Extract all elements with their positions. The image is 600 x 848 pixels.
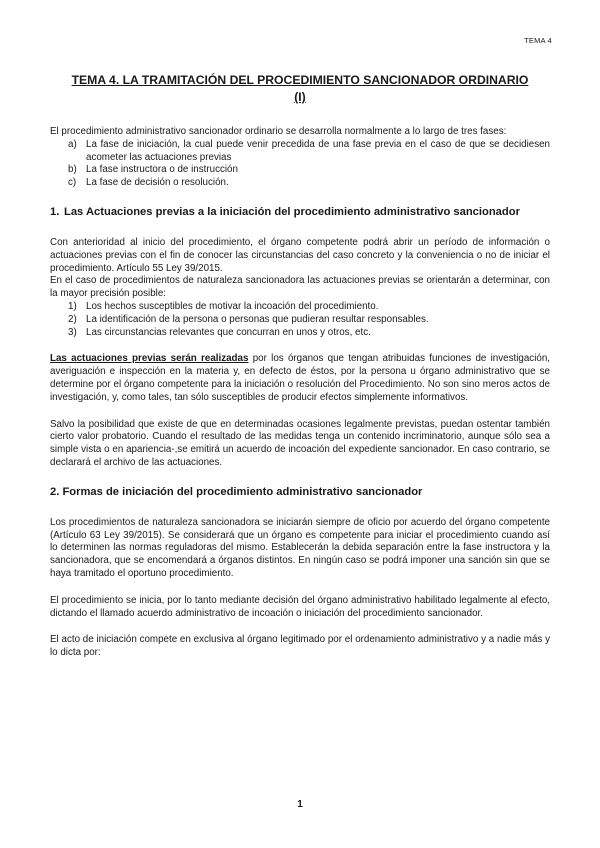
list-item: 3) Las circunstancias relevantes que concurran en unos y otros, etc.: [68, 326, 371, 338]
underlined-phrase: Las actuaciones previas serán realizadas: [50, 353, 249, 365]
section-2-paragraph-3: El acto de iniciación compete en exclusiva al órgano legitimado por el ordenamiento administrativo y a nadie más y lo dicta por:: [50, 634, 550, 659]
section-2-paragraph-2: El procedimiento se inicia, por lo tanto mediante decisión del órgano administrativo habilitado legalmente al efecto, dictando el llamado acuerdo administrativo de incoación o iniciación del procedimiento sancionador.: [50, 594, 550, 619]
list-item: a) La fase de iniciación, la cual puede venir precedida de una fase previa en el caso de que se decidiesen acometer las actuaciones previas: [68, 138, 550, 163]
list-item: 1) Los hechos susceptibles de motivar la incoación del procedimiento.: [68, 300, 379, 312]
section-1-paragraph-2: En el caso de procedimientos de naturaleza sancionadora las actuaciones previas se orientarán a determinar, con la mayor precisión posible:: [50, 275, 550, 300]
phases-list: [50, 139, 550, 190]
page-number: 1: [297, 799, 303, 810]
section-2-paragraph-1: Los procedimientos de naturaleza sancionadora se iniciarán siempre de oficio por acuerdo del órgano competente (Artículo 63 Ley 39/2015). Se considerará que un órgano es competente para iniciar el procedimiento cuando así lo determinen las normas reguladoras del mismo. Establecerán la debida separación entre la fase instructora y la sancionadora, que se encomendará a órganos distintos. En ningún caso se podrá imponer una sanción sin que se haya tramitado el oportuno procedimiento.: [50, 516, 550, 579]
document-title: [50, 72, 550, 106]
section-1-paragraph-1: Con anterioridad al inicio del procedimiento, el órgano competente podrá abrir un período de información o actuaciones previas con el fin de conocer las circunstancias del caso concreto y la conveniencia o no de iniciar el procedimiento. Artículo 55 Ley 39/2015.: [50, 236, 550, 274]
list-item: c) La fase de decisión o resolución.: [68, 177, 229, 189]
section-1-paragraph-4: Salvo la posibilidad que existe de que en determinadas ocasiones legalmente previstas, puedan ostentar también cierto valor probatorio. Cuando el resultado de las medidas tenga un contenido incriminatorio, aunque sólo sea a simple vista o en apariencia-,se emitirá un acuerdo de incoación del expediente sancionador. En caso contrario, se declarará el archivo de las actuaciones.: [50, 418, 550, 468]
list-item: 2) La identificación de la persona o personas que pudieran resultar responsables.: [68, 313, 429, 325]
title-line-1: TEMA 4. LA TRAMITACIÓN DEL PROCEDIMIENTO SANCIONADOR ORDINARIO: [71, 73, 529, 87]
document-body: [50, 72, 550, 660]
section-1-heading: 1. Las Actuaciones previas a la iniciación del procedimiento administrativo sancionador: [50, 205, 520, 218]
list-item: b) La fase instructora o de instrucción: [68, 164, 238, 176]
section-1-list: [50, 301, 550, 339]
title-line-2: (I): [294, 90, 306, 104]
intro-paragraph: El procedimiento administrativo sancionador ordinario se desarrolla normalmente a lo largo de tres fases:: [50, 126, 507, 137]
section-2-heading: 2. Formas de iniciación del procedimiento administrativo sancionador: [50, 485, 423, 498]
running-header: TEMA 4: [524, 36, 552, 45]
section-1-paragraph-3: Las actuaciones previas serán realizadas por los órganos que tengan atribuidas funciones de investigación, averiguación e inspección en la materia y, en defecto de éstos, por la persona u órgano administrativo que se determine por el órgano competente para la iniciación o resolución del Procedimiento. No son sino meros actos de investigación, y, como tales, tan sólo susceptibles de producir efectos simplemente informativos.: [50, 353, 550, 403]
